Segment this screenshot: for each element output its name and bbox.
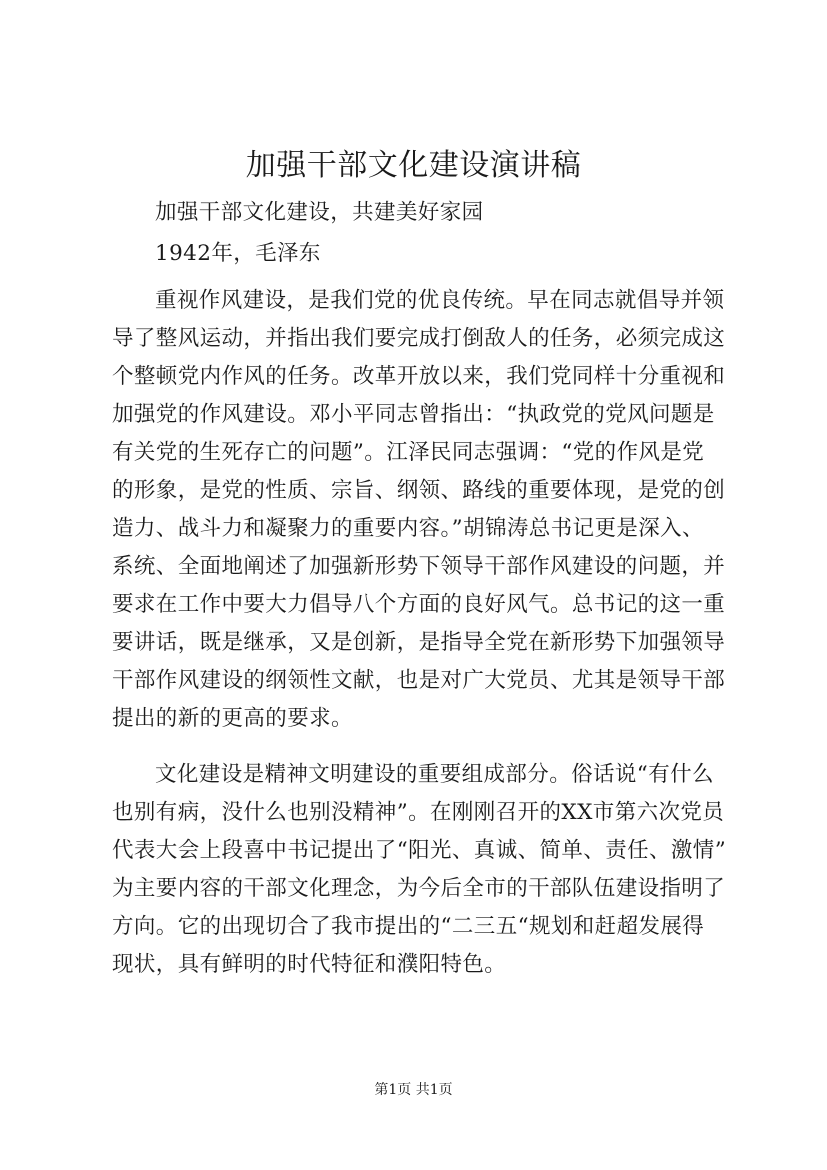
paragraph-line: 方向。它的出现切合了我市提出的“二三五“规划和赶超发展得	[112, 914, 705, 939]
page-footer: 第1页 共1页	[374, 1082, 453, 1098]
paragraph-line: 代表大会上段喜中书记提出了“阳光、真诚、简单、责任、激情”	[112, 838, 727, 863]
paragraph-line: 个整顿党内作风的任务。改革开放以来，我们党同样十分重视和	[112, 364, 726, 389]
paragraph-line: 的形象，是党的性质、宗旨、纲领、路线的重要体现，是党的创	[112, 478, 726, 503]
paragraph-line: 文化建设是精神文明建设的重要组成部分。俗话说“有什么	[155, 762, 714, 787]
paragraph-line: 现状，具有鲜明的时代特征和濮阳特色。	[112, 952, 507, 977]
paragraph-line: 提出的新的更高的要求。	[112, 706, 353, 731]
paragraph-line: 也别有病，没什么也别没精神”。在刚刚召开的XX市第六次党员	[112, 800, 725, 825]
paragraph-line: 干部作风建设的纲领性文献，也是对广大党员、尤其是领导干部	[112, 668, 726, 693]
paragraph-line: 造力、战斗力和凝聚力的重要内容。”胡锦涛总书记更是深入、	[112, 516, 704, 541]
paragraph-line: 重视作风建设，是我们党的优良传统。早在同志就倡导并领	[155, 288, 725, 313]
paragraph-line: 系统、全面地阐述了加强新形势下领导干部作风建设的问题，并	[112, 554, 726, 579]
paragraph-line: 要求在工作中要大力倡导八个方面的良好风气。总书记的这一重	[112, 592, 726, 617]
paragraph-line: 导了整风运动，并指出我们要完成打倒敌人的任务，必须完成这	[112, 326, 726, 351]
paragraph-line: 加强党的作风建设。邓小平同志曾指出：“执政党的党风问题是	[112, 402, 715, 427]
document-byline: 1942年，毛泽东	[155, 241, 321, 266]
document-title: 加强干部文化建设演讲稿	[245, 148, 582, 183]
document-subtitle: 加强干部文化建设，共建美好家园	[155, 200, 484, 225]
paragraph-line: 要讲话，既是继承，又是创新，是指导全党在新形势下加强领导	[112, 630, 726, 655]
paragraph-line: 为主要内容的干部文化理念，为今后全市的干部队伍建设指明了	[112, 876, 726, 901]
paragraph-line: 有关党的生死存亡的问题”。江泽民同志强调：“党的作风是党	[112, 440, 705, 465]
